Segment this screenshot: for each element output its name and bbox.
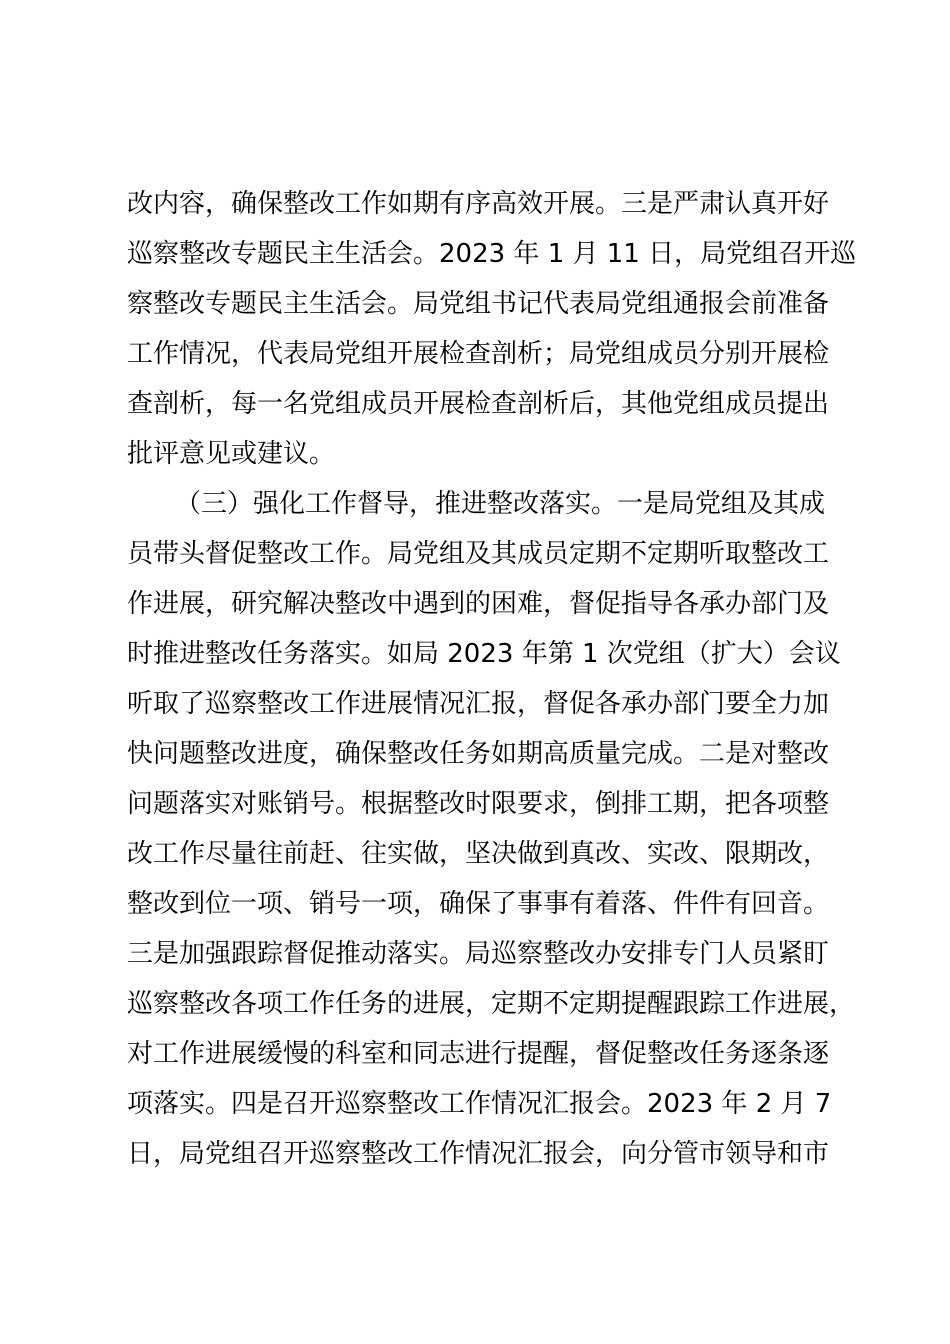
body-text-line: 时推进整改任务落实。如局 2023 年第 1 次党组（扩大）会议	[127, 639, 841, 669]
body-text-line: 工作情况，代表局党组开展检查剖析；局党组成员分别开展检	[127, 339, 830, 369]
body-text-line: 作进展，研究解决整改中遇到的困难，督促指导各承办部门及	[127, 589, 830, 619]
body-text-line: 员带头督促整改工作。局党组及其成员定期不定期听取整改工	[127, 539, 830, 569]
body-text-line: 整改到位一项、销号一项，确保了事事有着落、件件有回音。	[127, 889, 830, 919]
body-text-line: 问题落实对账销号。根据整改时限要求，倒排工期，把各项整	[127, 789, 830, 819]
body-text-line: 批评意见或建议。	[127, 439, 336, 469]
body-text-line: 日，局党组召开巡察整改工作情况汇报会，向分管市领导和市	[127, 1139, 830, 1169]
body-text-line: 改内容，确保整改工作如期有序高效开展。三是严肃认真开好	[127, 189, 830, 219]
body-text-line: 项落实。四是召开巡察整改工作情况汇报会。2023 年 2 月 7	[127, 1089, 832, 1119]
body-text-line: 查剖析，每一名党组成员开展检查剖析后，其他党组成员提出	[127, 389, 830, 419]
body-text-line: 巡察整改各项工作任务的进展，定期不定期提醒跟踪工作进展，	[127, 989, 856, 1019]
body-text-line: 三是加强跟踪督促推动落实。局巡察整改办安排专门人员紧盯	[127, 939, 830, 969]
body-text-line: 听取了巡察整改工作进展情况汇报，督促各承办部门要全力加	[127, 689, 830, 719]
body-text-line: 改工作尽量往前赶、往实做，坚决做到真改、实改、限期改，	[127, 839, 830, 869]
body-text-line: 快问题整改进度，确保整改任务如期高质量完成。二是对整改	[127, 739, 830, 769]
body-text-line: 对工作进展缓慢的科室和同志进行提醒，督促整改任务逐条逐	[127, 1039, 830, 1069]
section-heading-line: （三）强化工作督导，推进整改落实。一是局党组及其成	[175, 489, 826, 519]
body-text-line: 察整改专题民主生活会。局党组书记代表局党组通报会前准备	[127, 289, 830, 319]
body-text-line: 巡察整改专题民主生活会。2023 年 1 月 11 日，局党组召开巡	[127, 239, 857, 269]
